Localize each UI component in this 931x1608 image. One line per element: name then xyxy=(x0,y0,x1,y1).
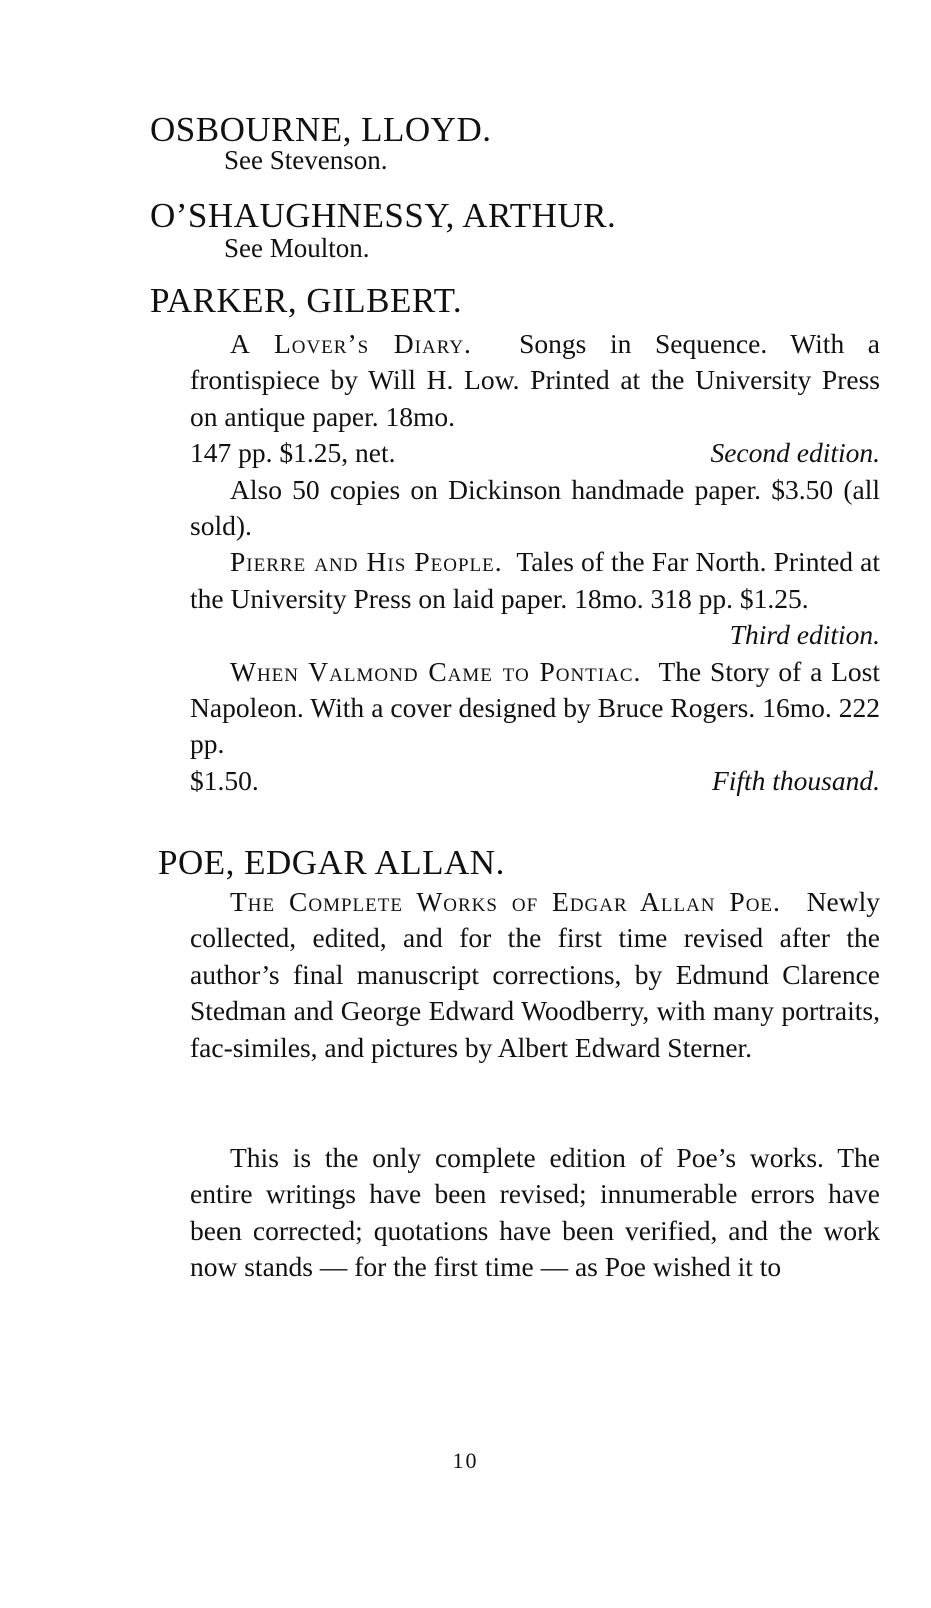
book-title-valmond: When Valmond Came to Pontiac. xyxy=(230,655,642,687)
entry-lovers-diary xyxy=(190,326,880,435)
poe-books xyxy=(190,884,880,1066)
edition-pierre: Third edition. xyxy=(729,619,880,651)
poe-note-text: This is the only complete edition of Poe’s works. The entire writings have been revised; innumerable errors have been corrected; quotations have been verified, and the work now stands — for the first time — as Poe wished it to xyxy=(190,1142,880,1283)
entry-valmond xyxy=(190,654,880,763)
price-lovers-diary: 147 pp. $1.25, net. xyxy=(190,437,396,469)
book-title-lovers-diary: A Lover’s Diary. xyxy=(230,328,472,359)
cross-reference-oshaughnessy: See Moulton. xyxy=(224,233,370,263)
entry-pierre xyxy=(190,544,880,617)
author-heading-poe: POE, EDGAR ALLAN. xyxy=(158,843,505,882)
parker-books xyxy=(190,326,880,799)
book-description-valmond: The Story of a Lost Napoleon. With a cover designed by Bruce Rogers. 16mo. 222 pp. xyxy=(190,655,880,760)
cross-reference-osbourne: See Stevenson. xyxy=(224,145,388,175)
book-title-pierre: Pierre and His People. xyxy=(230,546,503,578)
book-description-poe-works: Newly collected, edited, and for the first time revised after the author’s final manuscript corrections, by Edmund Clarence Stedman and George Edward Woodberry, with many portraits, fac-similes, and pictures by Albert Edward Sterner. xyxy=(190,886,880,1063)
book-description-pierre: Tales of the Far North. Printed at the University Press on laid paper. 18mo. 318 pp. $1.25. xyxy=(190,546,880,614)
extra-copies-note: Also 50 copies on Dickinson handmade paper. $3.50 (all sold). xyxy=(190,473,880,542)
price-row-valmond xyxy=(190,763,880,799)
price-valmond: $1.50. xyxy=(190,764,259,796)
page-number: 10 xyxy=(452,1448,479,1473)
poe-edition-note xyxy=(190,1140,880,1286)
entry-poe-works xyxy=(190,884,880,1066)
book-title-poe-works: The Complete Works of Edgar Allan Poe. xyxy=(230,886,781,917)
edition-valmond: Fifth thousand. xyxy=(711,764,880,796)
author-heading-oshaughnessy: O’SHAUGHNESSY, ARTHUR. xyxy=(150,196,617,235)
edition-lovers-diary: Second edition. xyxy=(710,437,880,469)
author-heading-parker: PARKER, GILBERT. xyxy=(150,281,463,320)
book-description-lovers-diary: Songs in Sequence. With a frontispiece by Will H. Low. Printed at the University Press on antique paper. 18mo. xyxy=(190,328,880,432)
author-heading-osbourne: OSBOURNE, LLOYD. xyxy=(150,110,492,149)
price-row-lovers-diary xyxy=(190,435,880,471)
